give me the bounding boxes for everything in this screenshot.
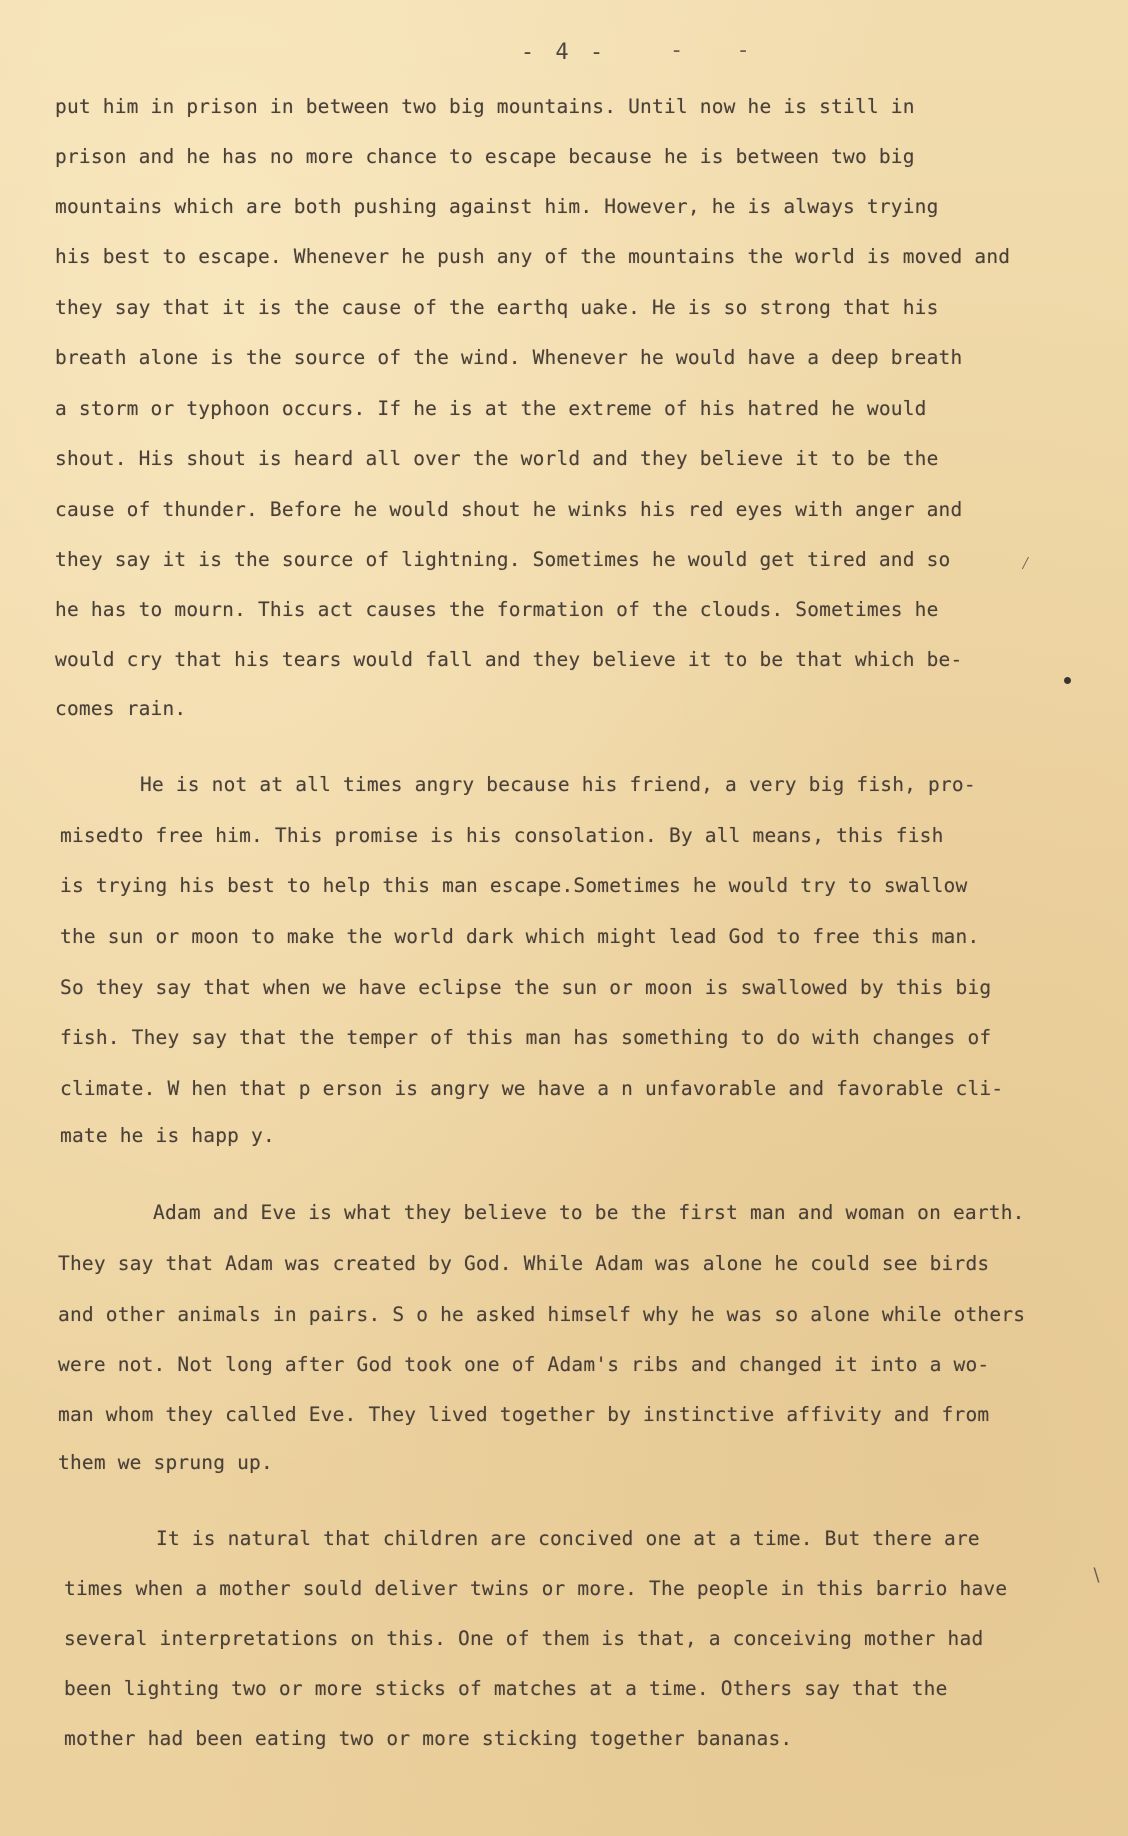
paragraph-2-line-3: is trying his best to help this man escape.Sometimes he would try to swallow: [60, 874, 968, 897]
paragraph-2-line-7: climate. W hen that p erson is angry we have a n unfavorable and favorable cli-: [60, 1077, 1004, 1100]
ink-dot: [1064, 677, 1071, 684]
paragraph-1-line-7: a storm or typhoon occurs. If he is at the extreme of his hatred he would: [55, 397, 927, 420]
paragraph-4-line-3: several interpretations on this. One of them is that, a conceiving mother had: [64, 1627, 984, 1650]
paragraph-3-line-5: man whom they called Eve. They lived together by instinctive affivity and from: [58, 1403, 990, 1426]
paragraph-4-line-4: been lighting two or more sticks of matches at a time. Others say that the: [64, 1677, 948, 1700]
paragraph-1-line-12: would cry that his tears would fall and they believe it to be that which be-: [55, 648, 963, 671]
paragraph-2-line-4: the sun or moon to make the world dark which might lead God to free this man.: [60, 925, 980, 948]
paragraph-1-line-1: put him in prison in between two big mountains. Until now he is still in: [55, 95, 915, 118]
paragraph-1-line-8: shout. His shout is heard all over the world and they believe it to be the: [55, 447, 939, 470]
paragraph-1-line-3: mountains which are both pushing against him. However, he is always trying: [55, 195, 939, 218]
paragraph-1-line-2: prison and he has no more chance to escape because he is between two big: [55, 145, 915, 168]
paragraph-1-line-6: breath alone is the source of the wind. Whenever he would have a deep breath: [55, 346, 963, 369]
paragraph-2-line-2: misedto free him. This promise is his consolation. By all means, this fish: [60, 824, 944, 847]
paragraph-3-line-3: and other animals in pairs. S o he asked himself why he was so alone while others: [58, 1303, 1026, 1326]
paragraph-1-line-13: comes rain.: [55, 697, 187, 720]
paragraph-2-line-8: mate he is happ y.: [60, 1124, 275, 1147]
paragraph-1-line-10: they say it is the source of lightning. Sometimes he would get tired and so: [55, 548, 951, 571]
paragraph-2-line-6: fish. They say that the temper of this man has something to do with changes of: [60, 1026, 992, 1049]
paragraph-2-line-1: He is not at all times angry because his friend, a very big fish, pro-: [140, 773, 976, 796]
paragraph-2-line-5: So they say that when we have eclipse the sun or moon is swallowed by this big: [60, 976, 992, 999]
paragraph-4-line-5: mother had been eating two or more sticking together bananas.: [64, 1727, 793, 1750]
paragraph-3-line-6: them we sprung up.: [58, 1451, 273, 1474]
paragraph-4-line-1: It is natural that children are concived one at a time. But there are: [156, 1527, 980, 1550]
paragraph-4-line-2: times when a mother sould deliver twins or more. The people in this barrio have: [64, 1577, 1008, 1600]
paragraph-3-line-4: were not. Not long after God took one of Adam's ribs and changed it into a wo-: [58, 1353, 990, 1376]
paragraph-1-line-11: he has to mourn. This act causes the formation of the clouds. Sometimes he: [55, 598, 939, 621]
margin-pen-mark-lower: ∖: [1090, 1565, 1102, 1586]
margin-pen-mark: ⁄: [1020, 553, 1031, 574]
paragraph-1-line-4: his best to escape. Whenever he push any of the mountains the world is moved and: [55, 245, 1011, 268]
page-number-text: - 4 -: [520, 40, 608, 65]
paragraph-3-line-1: Adam and Eve is what they believe to be the first man and woman on earth.: [153, 1201, 1025, 1224]
paragraph-1-line-5: they say that it is the cause of the earthq uake. He is so strong that his: [55, 296, 939, 319]
paragraph-3-line-2: They say that Adam was created by God. While Adam was alone he could see birds: [58, 1252, 990, 1275]
page-number: [0, 40, 1128, 65]
paragraph-1-line-9: cause of thunder. Before he would shout he winks his red eyes with anger and: [55, 498, 963, 521]
page-corner-marks: - -: [670, 38, 770, 63]
